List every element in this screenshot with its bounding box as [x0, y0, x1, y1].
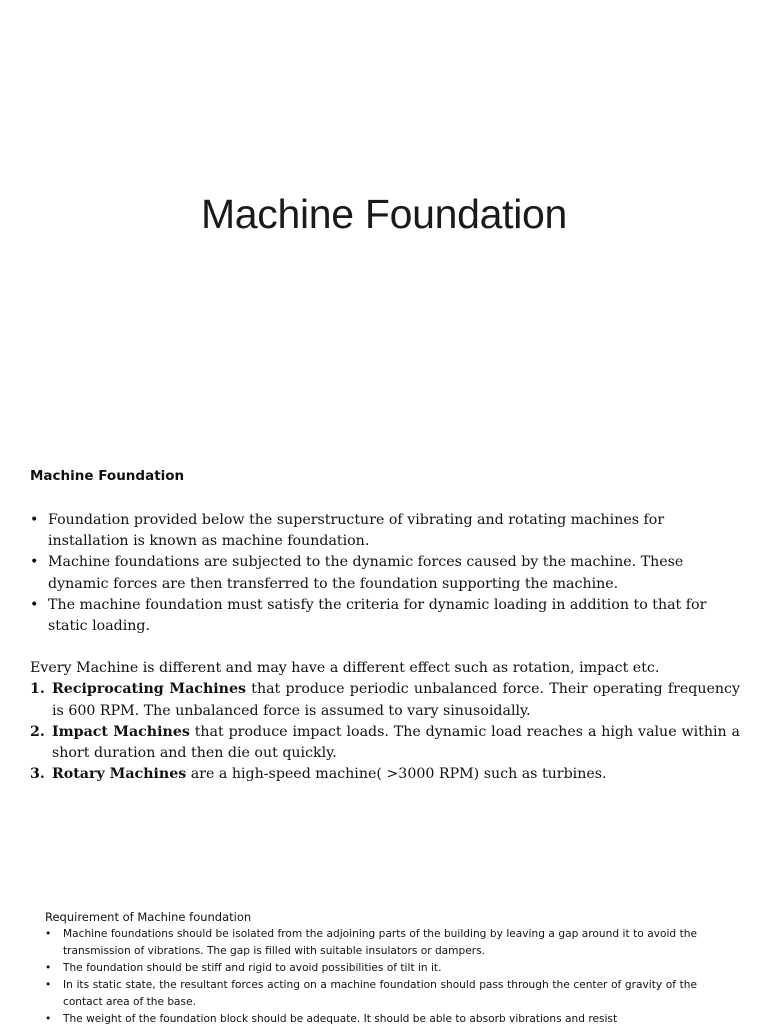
item-number: 3.	[30, 766, 45, 783]
slide-body	[30, 510, 740, 785]
bullet-list	[30, 510, 740, 637]
bullet-text: Foundation provided below the superstructure of vibrating and rotating machines for installation is known as machine foundation.	[48, 512, 665, 550]
requirement-item	[45, 1011, 697, 1028]
requirement-text: The foundation should be stiff and rigid to avoid possibilities of tilt in it.	[63, 962, 442, 974]
machine-type-item	[30, 722, 740, 764]
bullet-item	[30, 552, 740, 594]
bullet-icon: •	[45, 928, 52, 940]
machine-type-item	[30, 764, 740, 785]
requirement-item	[45, 960, 697, 977]
bullet-icon: •	[30, 512, 39, 528]
machine-types-list	[30, 679, 740, 785]
section-heading: Machine Foundation	[30, 468, 185, 484]
bullet-text: The machine foundation must satisfy the criteria for dynamic loading in addition to that for static loading.	[48, 596, 707, 635]
intro-text: Every Machine is different and may have a different effect such as rotation, impact etc.	[30, 660, 660, 677]
requirement-item	[45, 926, 697, 960]
bullet-icon: •	[45, 1013, 52, 1025]
bullet-icon: •	[30, 554, 39, 571]
requirement-text: Machine foundations should be isolated from the adjoining parts of the building by leaving a gap around it to avoid the transmission of vibrations. The gap is filled with suitable insulators or dampers.	[63, 928, 697, 957]
bullet-text: Machine foundations are subjected to the dynamic forces caused by the machine. These dynamic forces are then transferred to the foundation supporting the machine.	[48, 554, 684, 592]
bullet-item	[30, 595, 740, 637]
machine-type-description: are a high-speed machine( >3000 RPM) such as turbines.	[186, 766, 607, 783]
machine-type-name: Rotary Machines	[52, 766, 187, 783]
requirement-text: In its static state, the resultant forces acting on a machine foundation should pass through the center of gravity of the contact area of the base.	[63, 979, 697, 1008]
bullet-icon: •	[30, 596, 39, 613]
machine-type-description: that produce periodic unbalanced force. Their operating frequency is 600 RPM. The unbalanced force is assumed to vary sinusoidally.	[52, 681, 740, 719]
slide-title	[0, 0, 768, 432]
bullet-item	[30, 510, 740, 552]
bullet-icon: •	[45, 979, 52, 991]
requirement-text: The weight of the foundation block should be adequate. It should be able to absorb vibrations and resist	[63, 1013, 618, 1025]
machine-type-name: Reciprocating Machines	[52, 681, 246, 698]
machine-type-description: that produce impact loads. The dynamic load reaches a high value within a short duration and then die out quickly.	[52, 723, 741, 762]
machine-type-item	[30, 679, 740, 721]
slide-machine-foundation	[0, 432, 768, 864]
page-title: Machine Foundation	[200, 191, 568, 238]
item-number: 1.	[30, 681, 45, 698]
item-number: 2.	[30, 723, 45, 740]
machine-type-name: Impact Machines	[52, 723, 190, 740]
bullet-icon: •	[45, 962, 52, 974]
requirement-item	[45, 977, 697, 1011]
slide-requirements	[0, 864, 768, 1024]
requirements-list	[45, 926, 697, 1028]
section-heading: Requirement of Machine foundation	[45, 910, 252, 924]
